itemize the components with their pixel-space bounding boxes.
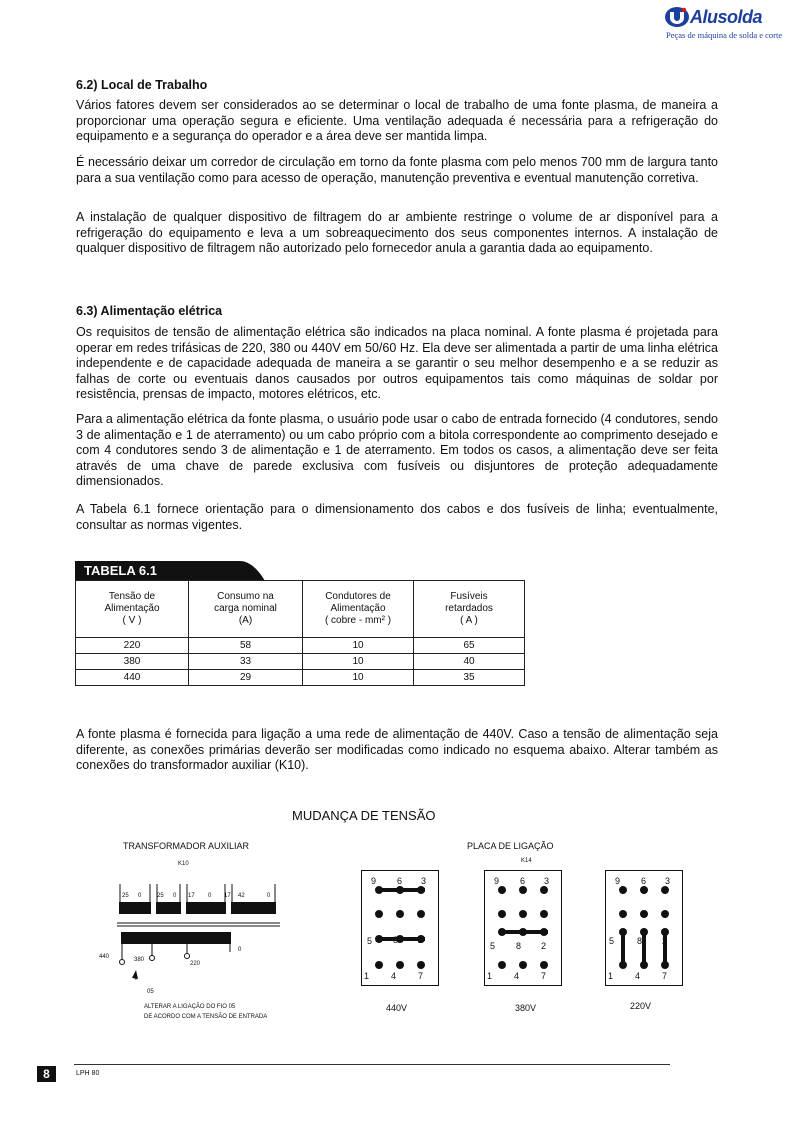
table-cell: 29 (189, 670, 303, 686)
table-header-cell: Tensão de Alimentação ( V ) (76, 581, 189, 638)
footer-code: LPH 80 (76, 1070, 100, 1077)
transformer-terminal: 0 (138, 893, 142, 899)
plate-label: PLACA DE LIGAÇÃO (467, 841, 554, 851)
brand-tagline: Peças de máquina de solda e corte (666, 30, 783, 40)
plate-number: 1 (608, 971, 614, 981)
transformer-terminal: 17 (188, 893, 195, 899)
transformer-ref: K10 (178, 861, 189, 867)
transformer-terminal: 440 (99, 954, 110, 960)
page-number: 8 (43, 1067, 50, 1081)
section-6-2-paragraph: É necessário deixar um corredor de circulação em torno da fonte plasma com pelo menos 700 mm de largura tanto para a sua ventilação como para acesso de operação, manutenção preventiva e eventual manutenção corretiva. (76, 155, 718, 185)
transformer-note: ALTERAR A LIGAÇÃO DO FIO 05 (144, 1004, 236, 1010)
table-cell: 380 (76, 654, 189, 670)
section-6-3-paragraph: A Tabela 6.1 fornece orientação para o dimensionamento dos cabos e dos fusíveis de linha; eventualmente, consultar as normas vigentes. (76, 502, 718, 532)
plate-number: 6 (520, 876, 526, 886)
footer-divider (74, 1064, 670, 1065)
table-row (76, 654, 525, 670)
transformer-terminal: 380 (134, 957, 145, 963)
plate-number: 7 (541, 971, 547, 981)
plate-number: 3 (544, 876, 550, 886)
plate-ref: K14 (521, 858, 532, 864)
transformer-terminal: 220 (190, 961, 201, 967)
plate-number: 8 (637, 936, 643, 946)
transformer-terminal: 0 (208, 893, 212, 899)
plate-number: 9 (371, 876, 377, 886)
plate-voltage: 220V (630, 1001, 652, 1011)
supply-note-paragraph: A fonte plasma é fornecida para ligação a uma rede de alimentação de 440V. Caso a tensão de alimentação seja diferente, as conexões primárias deverão ser modificadas como indicado no esquema abaixo. Alterar também as conexões do transformador auxiliar (K10). (76, 727, 718, 772)
section-6-3-paragraph: Para a alimentação elétrica da fonte plasma, o usuário pode usar o cabo de entrada fornecido (4 condutores, sendo 3 de alimentação e 1 de aterramento) ou um cabo próprio com a bitola correspondente ao comprimento desejado e com 4 condutores sendo 3 de alimentação e 1 de aterramento. Em todos os casos, a alimentação deve ser feita através de uma chave de parede exclusiva com fusíveis ou disjuntores de proteção adequadamente dimensionados. (76, 412, 718, 488)
table-row (76, 670, 525, 686)
plate-number: 8 (393, 935, 399, 945)
brand-logo (660, 4, 788, 44)
plate-number: 2 (418, 935, 424, 945)
plate-number: 9 (615, 876, 621, 886)
table-cell: 65 (414, 638, 525, 654)
table-cell: 220 (76, 638, 189, 654)
section-6-2-paragraph: Vários fatores devem ser considerados ao se determinar o local de trabalho de uma fonte plasma, de maneira a proporcionar uma operação segura e eficiente. Uma ventilação adequada é necessária para a refrigeração do equipamento e a segurança do operador e a área deve ser mantida limpa. (76, 98, 718, 143)
transformer-terminal: 25 (122, 893, 129, 899)
terminal-plate-220v (605, 870, 683, 986)
section-6-3-paragraph: Os requisitos de tensão de alimentação elétrica são indicados na placa nominal. A fonte plasma é projetada para operar em redes trifásicas de 220, 380 ou 440V em 50/60 Hz. Ela deve ser alimentada a partir de uma linha elétrica independente e de capacidade adequada de maneira a se garantir o seu melhor desempenho e a se reduzir as falhas de corte ou eventuais danos causados por outros equipamentos tais como máquinas de soldar por resistência, prensas de impacto, motores elétricos, etc. (76, 325, 718, 401)
plate-number: 1 (487, 971, 493, 981)
alusolda-logo-icon (664, 6, 690, 28)
voltage-table (75, 580, 525, 686)
section-6-2-heading: 6.2) Local de Trabalho (76, 78, 208, 92)
table-header-cell: Fusíveis retardados ( A ) (414, 581, 525, 638)
table-title: TABELA 6.1 (84, 563, 157, 578)
transformer-terminal: 25 (157, 893, 164, 899)
transformer-terminal: 0 (267, 893, 271, 899)
table-header-row (76, 581, 525, 638)
plate-number: 1 (364, 971, 370, 981)
table-cell: 40 (414, 654, 525, 670)
transformer-terminal: 0 (173, 893, 177, 899)
table-cell: 33 (189, 654, 303, 670)
transformer-label: TRANSFORMADOR AUXILIAR (123, 841, 250, 851)
plate-number: 2 (541, 941, 547, 951)
transformer-terminal: 17 (224, 893, 231, 899)
section-6-3-heading: 6.3) Alimentação elétrica (76, 304, 223, 318)
terminal-plate-440v (361, 870, 439, 986)
diagram-title: MUDANÇA DE TENSÃO (292, 808, 436, 823)
plate-number: 7 (418, 971, 424, 981)
table-header-cell: Condutores de Alimentação ( cobre - mm² ) (303, 581, 414, 638)
plate-number: 4 (514, 971, 520, 981)
table-cell: 10 (303, 654, 414, 670)
table-header-cell: Consumo na carga nominal (A) (189, 581, 303, 638)
table-cell: 10 (303, 638, 414, 654)
plate-voltage: 380V (515, 1003, 537, 1013)
table-cell: 58 (189, 638, 303, 654)
plate-number: 5 (609, 936, 615, 946)
plate-number: 4 (635, 971, 641, 981)
plate-number: 3 (665, 876, 671, 886)
table-cell: 35 (414, 670, 525, 686)
terminal-plate-380v (484, 870, 562, 986)
plate-number: 9 (494, 876, 500, 886)
plate-number: 3 (421, 876, 427, 886)
transformer-wire-label: 05 (147, 989, 154, 995)
transformer-note: DE ACORDO COM A TENSÃO DE ENTRADA (144, 1014, 268, 1020)
table-row (76, 638, 525, 654)
plate-voltage: 440V (386, 1003, 408, 1013)
transformer-terminal: 0 (238, 947, 242, 953)
plate-number: 6 (641, 876, 647, 886)
plate-number: 5 (367, 936, 373, 946)
plate-number: 6 (397, 876, 403, 886)
table-cell: 440 (76, 670, 189, 686)
plate-number: 5 (490, 941, 496, 951)
table-cell: 10 (303, 670, 414, 686)
plate-number: 2 (662, 936, 668, 946)
plate-number: 7 (662, 971, 668, 981)
brand-name: Alusolda (690, 7, 763, 27)
plate-number: 8 (516, 941, 522, 951)
plate-number: 4 (391, 971, 397, 981)
transformer-terminal: 42 (238, 893, 245, 899)
section-6-2-paragraph: A instalação de qualquer dispositivo de filtragem do ar ambiente restringe o volume de ar disponível para a refrigeração do equipamento e leva a um sobreaquecimento dos seus componentes internos. A instalação de qualquer dispositivo de filtragem não autorizado pelo fornecedor anula a garantia dada ao equipamento. (76, 210, 718, 255)
